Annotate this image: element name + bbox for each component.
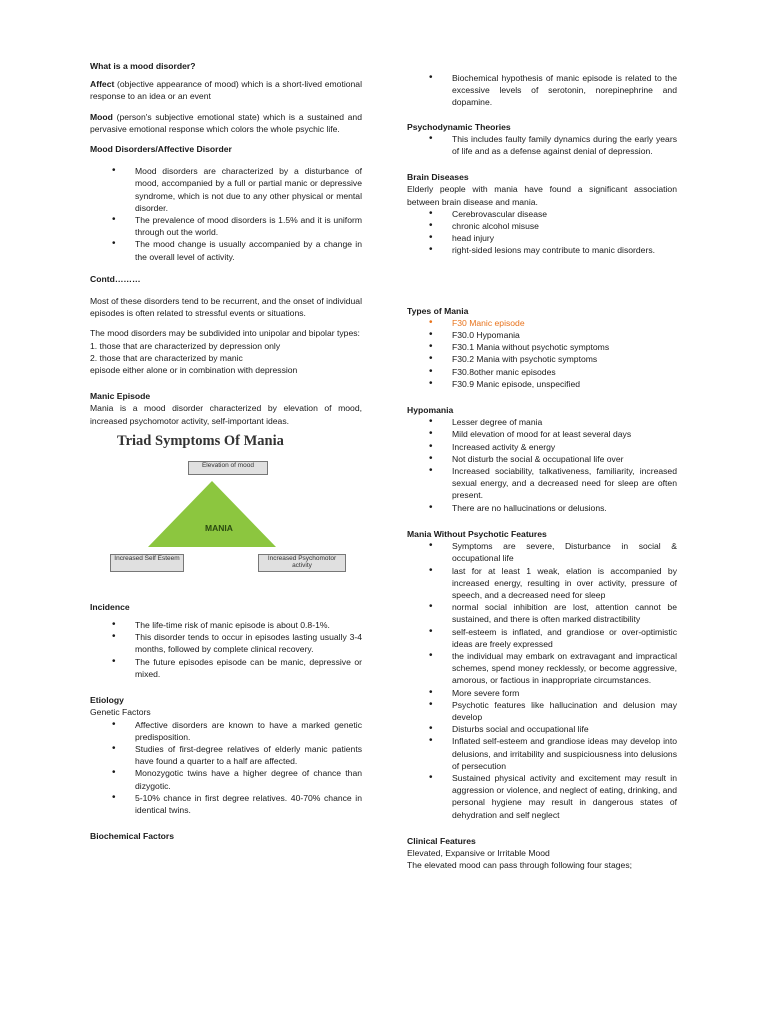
mood-disorders-list bbox=[90, 165, 362, 263]
list-item: • Cerebrovascular disease bbox=[407, 208, 677, 220]
mood-paragraph bbox=[90, 111, 362, 135]
clinical-text: The elevated mood can pass through following four stages; bbox=[407, 860, 633, 871]
list-item: • the individual may embark on extravagant and impractical schemes, spend money recklessly, or become aggressive, amorous, or factious in inappropriate circumstances. bbox=[407, 650, 677, 687]
list-item: • There are no hallucinations or delusions. bbox=[407, 502, 677, 514]
list-item: • F30.0 Hypomania bbox=[407, 329, 677, 341]
biochemical-heading: Biochemical Factors bbox=[90, 831, 175, 842]
subdivided-paragraph bbox=[90, 327, 362, 376]
psychodynamic-heading: Psychodynamic Theories bbox=[407, 121, 511, 132]
clinical-features-heading: Clinical Features bbox=[407, 835, 476, 846]
affect-paragraph bbox=[90, 78, 362, 102]
list-item: • More severe form bbox=[407, 687, 677, 699]
list-item: • Disturbs social and occupational life bbox=[407, 723, 677, 735]
list-item: • Not disturb the social & occupational life over bbox=[407, 453, 677, 465]
list-item: • right-sided lesions may contribute to manic disorders. bbox=[407, 244, 677, 256]
contd-heading: Contd……… bbox=[90, 273, 141, 284]
list-item: • Mood disorders are characterized by a disturbance of mood, accompanied by a full or partial manic or depressive syndrome, which is not due to any other physical or mental disorder. bbox=[90, 165, 362, 214]
mania-label: MANIA bbox=[205, 522, 233, 533]
list-item: • Monozygotic twins have a higher degree of chance than dizygotic. bbox=[90, 767, 362, 791]
list-item: • The mood change is usually accompanied by a change in the overall level of activity. bbox=[90, 238, 362, 262]
affect-text: (objective appearance of mood) which is a short-lived emotional response to an idea or an event bbox=[90, 79, 362, 102]
incidence-list bbox=[90, 619, 362, 680]
list-item: • Increased activity & energy bbox=[407, 441, 677, 453]
list-item: • Mild elevation of mood for at least several days bbox=[407, 428, 677, 440]
list-item: • Psychotic features like hallucination and delusion may develop bbox=[407, 699, 677, 723]
mania-triangle bbox=[146, 479, 278, 549]
list-item: • Symptoms are severe, Disturbance in social & occupational life bbox=[407, 540, 677, 564]
left-column bbox=[90, 60, 362, 848]
list-item: • Increased sociability, talkativeness, familiarity, increased sexual energy, and a decreased need for sleep are often present. bbox=[407, 465, 677, 502]
subdivided-line: The mood disorders may be subdivided into unipolar and bipolar types: bbox=[90, 328, 360, 339]
brain-diseases-heading: Brain Diseases bbox=[407, 172, 469, 183]
hypomania-list bbox=[407, 416, 677, 514]
list-item: • 5-10% chance in first degree relatives. 40-70% chance in identical twins. bbox=[90, 792, 362, 816]
mood-term: Mood bbox=[90, 111, 113, 122]
mood-disorders-heading: Mood Disorders/Affective Disorder bbox=[90, 144, 232, 155]
clinical-subheading: Elevated, Expansive or Irritable Mood bbox=[407, 847, 550, 858]
list-item: • normal social inhibition are lost, attention cannot be sustained, and there is often marked distractibility bbox=[407, 601, 677, 625]
list-item: • Sustained physical activity and excitement may result in aggression or violence, and neglect of eating, drinking, and personal hygiene may result in dangerous states of dehydration and self neglect bbox=[407, 772, 677, 821]
manic-episode-heading: Manic Episode bbox=[90, 391, 151, 402]
self-esteem-box: Increased Self Esteem bbox=[110, 554, 184, 572]
mania-without-psychotic-list bbox=[407, 540, 677, 821]
subdivided-line: 2. those that are characterized by manic bbox=[90, 352, 243, 363]
brain-diseases-paragraph: Elderly people with mania have found a significant association between brain disease and mania. bbox=[407, 184, 677, 207]
genetic-list bbox=[90, 719, 362, 817]
diagram-title: Triad Symptoms Of Mania bbox=[117, 432, 284, 449]
list-item: • Inflated self-esteem and grandiose ideas may develop into delusions, and irritability and suspiciousness into delusions of persecution bbox=[407, 735, 677, 772]
brain-list bbox=[407, 208, 677, 257]
list-item: • head injury bbox=[407, 232, 677, 244]
mood-text: (person's subjective emotional state) which is a sustained and pervasive emotional response which colors the whole psychic life. bbox=[90, 111, 362, 134]
manic-episode-paragraph: Mania is a mood disorder characterized by elevation of mood, increased psychomotor activity, self-important ideas. bbox=[90, 403, 362, 426]
incidence-heading: Incidence bbox=[90, 601, 130, 612]
list-item: • Lesser degree of mania bbox=[407, 416, 677, 428]
list-item: • Biochemical hypothesis of manic episode is related to the excessive levels of serotonin, norepinephrine and dopamine. bbox=[407, 72, 677, 109]
hypomania-heading: Hypomania bbox=[407, 405, 454, 416]
genetic-factors-label: Genetic Factors bbox=[90, 707, 151, 718]
subdivided-line: episode either alone or in combination with depression bbox=[90, 365, 298, 376]
list-item: • This includes faulty family dynamics during the early years of life and as a defense against denial of depression. bbox=[407, 133, 677, 157]
mania-without-psychotic-heading: Mania Without Psychotic Features bbox=[407, 528, 547, 539]
types-list bbox=[407, 317, 677, 390]
list-item: • F30.8other manic episodes bbox=[407, 366, 677, 378]
etiology-heading: Etiology bbox=[90, 695, 124, 706]
list-item: • The prevalence of mood disorders is 1.5% and it is uniform through out the world. bbox=[90, 214, 362, 238]
list-item: • chronic alcohol misuse bbox=[407, 220, 677, 232]
affect-term: Affect bbox=[90, 79, 115, 90]
list-item: • self-esteem is inflated, and grandiose or over-optimistic ideas are freely expressed bbox=[407, 626, 677, 650]
list-item: • Affective disorders are known to have a marked genetic predisposition. bbox=[90, 719, 362, 743]
list-item: • This disorder tends to occur in episodes lasting usually 3-4 months, followed by complete clinical recovery. bbox=[90, 631, 362, 655]
contd-paragraph: Most of these disorders tend to be recurrent, and the onset of individual episodes is often related to stressful events or situations. bbox=[90, 296, 362, 319]
list-item: • Studies of first-degree relatives of elderly manic patients have found a quarter to a half are affected. bbox=[90, 743, 362, 767]
list-item-highlighted: • F30 Manic episode bbox=[407, 317, 677, 329]
subdivided-line: 1. those that are characterized by depression only bbox=[90, 340, 281, 351]
list-item: • F30.1 Mania without psychotic symptoms bbox=[407, 341, 677, 353]
psychodynamic-list bbox=[407, 133, 677, 157]
list-item: • last for at least 1 weak, elation is accompanied by increased energy, resulting in over activity, pressure of speech, and a decreased need for sleep bbox=[407, 565, 677, 602]
psychomotor-box: Increased Psychomotor activity bbox=[258, 554, 346, 572]
elevation-of-mood-box: Elevation of mood bbox=[188, 461, 268, 475]
list-item: • F30.9 Manic episode, unspecified bbox=[407, 378, 677, 390]
list-item: • The life-time risk of manic episode is about 0.8-1%. bbox=[90, 619, 362, 631]
types-of-mania-heading: Types of Mania bbox=[407, 305, 469, 316]
biochem-list bbox=[407, 72, 677, 109]
triad-diagram bbox=[102, 432, 337, 583]
list-item: • F30.2 Mania with psychotic symptoms bbox=[407, 353, 677, 365]
list-item: • The future episodes episode can be manic, depressive or mixed. bbox=[90, 656, 362, 680]
question-heading: What is a mood disorder? bbox=[90, 61, 196, 71]
right-column bbox=[407, 72, 677, 871]
